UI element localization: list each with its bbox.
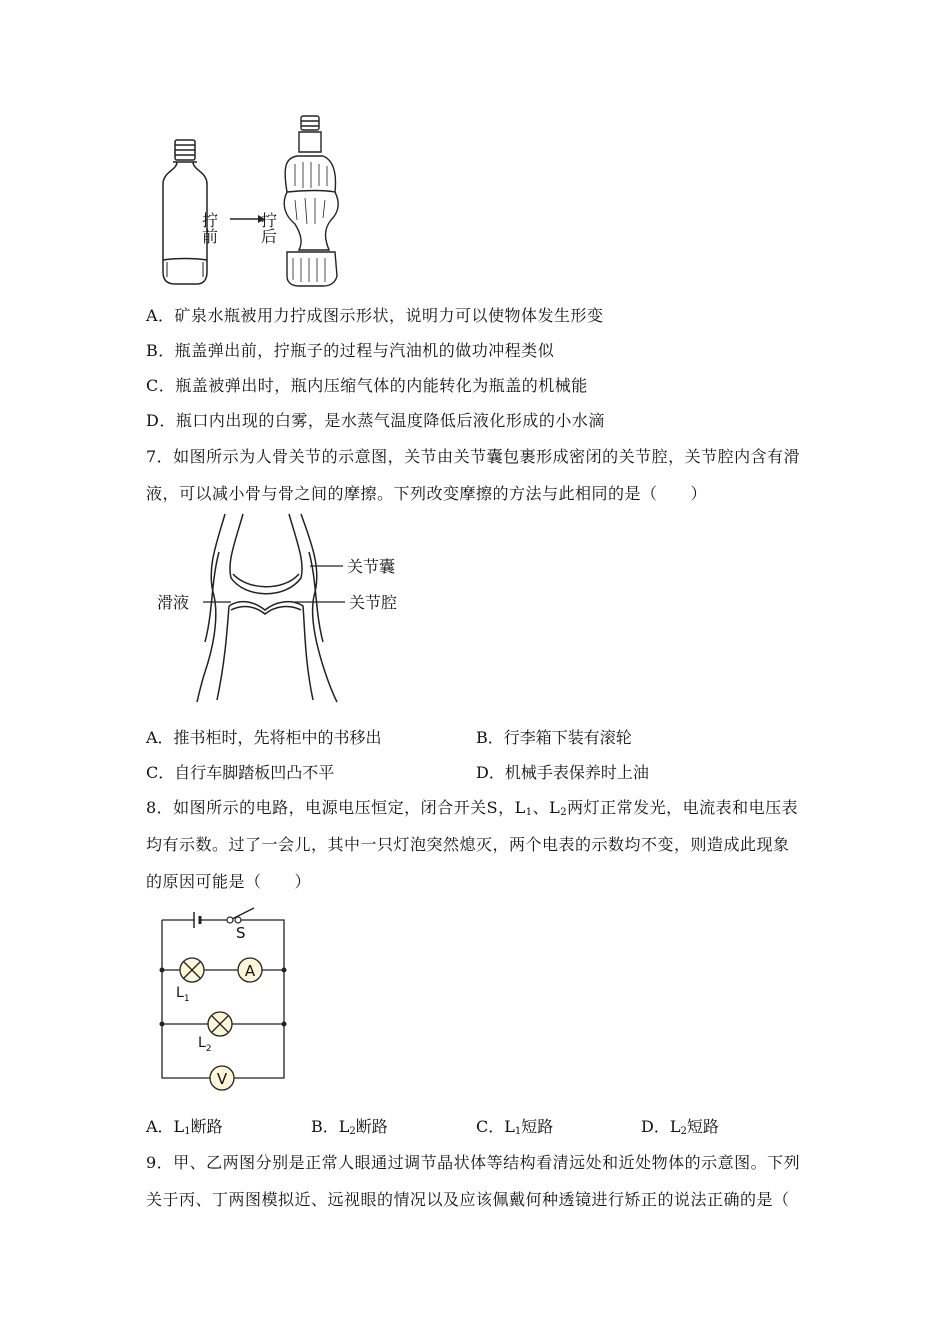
- ammeter-label: A: [244, 962, 256, 980]
- q8-option-c-prefix: C．L: [476, 1117, 515, 1136]
- junction-dot: [160, 1022, 165, 1027]
- q8-option-a-sub: 1: [184, 1126, 191, 1137]
- label-synovial-fluid: 滑液: [157, 593, 190, 612]
- voltmeter-label: V: [216, 1070, 228, 1088]
- q8-line1-sub1: 1: [525, 807, 533, 818]
- lamp2-label: $L_2$: [198, 1035, 212, 1054]
- q8-option-a-prefix: A．L: [146, 1117, 185, 1136]
- q8-stem-line1: [146, 795, 798, 818]
- q8-option-b-sub: 2: [349, 1126, 356, 1137]
- q8-line1-sub2: 2: [560, 807, 568, 818]
- label-joint-capsule: 关节囊: [347, 557, 396, 576]
- q8-option-a[interactable]: [146, 1114, 223, 1137]
- q8-line1-part-b: 、L: [532, 798, 561, 817]
- q6-option-b[interactable]: B．瓶盖弹出前，拧瓶子的过程与汽油机的做功冲程类似: [146, 341, 555, 360]
- q7-option-d[interactable]: D．机械手表保养时上油: [476, 763, 649, 782]
- q7-option-b[interactable]: B．行李箱下装有滚轮: [476, 728, 632, 747]
- lamp1-label: $L_1$: [176, 985, 190, 1004]
- q6-option-c[interactable]: C．瓶盖被弹出时，瓶内压缩气体的内能转化为瓶盖的机械能: [146, 376, 588, 395]
- q7-stem-line1: 7．如图所示为人骨关节的示意图，关节由关节囊包裹形成密闭的关节腔，关节腔内含有滑: [146, 447, 801, 466]
- switch-contact-right: [235, 917, 241, 923]
- q8-option-b-suffix: 断路: [355, 1117, 388, 1136]
- q8-option-d-suffix: 短路: [686, 1117, 719, 1136]
- junction-dot: [282, 968, 287, 973]
- ammeter-icon: [238, 958, 262, 982]
- junction-dot: [160, 968, 165, 973]
- q6-option-a[interactable]: A．矿泉水瓶被用力拧成图示形状，说明力可以使物体发生形变: [146, 306, 604, 325]
- bottle-after-image: [284, 116, 338, 286]
- q7-option-c[interactable]: C．自行车脚踏板凹凸不平: [146, 763, 335, 782]
- q8-stem-line2: 均有示数。过了一会儿，其中一只灯泡突然熄灭，两个电表的示数均不变，则造成此现象: [146, 835, 790, 854]
- q8-stem-line3: 的原因可能是（ ）: [146, 872, 312, 891]
- q7-option-a[interactable]: A．推书柜时，先将柜中的书移出: [146, 728, 382, 747]
- q6-option-d[interactable]: D．瓶口内出现的白雾，是水蒸气温度降低后液化形成的小水滴: [146, 411, 605, 430]
- q8-option-d-sub: 2: [680, 1126, 687, 1137]
- joint-diagram: [197, 514, 337, 702]
- q7-stem-line2: 液，可以减小骨与骨之间的摩擦。下列改变摩擦的方法与此相同的是（ ）: [146, 484, 708, 503]
- q8-option-c-sub: 1: [514, 1126, 522, 1137]
- bottle-label-before: 拧前: [199, 212, 219, 244]
- q9-stem-line2: 关于丙、丁两图模拟近、远视眼的情况以及应该佩戴何种透镜进行矫正的说法正确的是（: [146, 1190, 790, 1209]
- lamp-l2-icon: [208, 1012, 232, 1036]
- junction-dot: [282, 1022, 287, 1027]
- label-joint-cavity: 关节腔: [349, 593, 398, 612]
- bottle-label-after: 拧后: [258, 212, 278, 244]
- switch-label: S: [236, 924, 246, 942]
- circuit-figure: [150, 898, 295, 1093]
- joint-figure: [155, 512, 415, 704]
- lamp-l1-icon: [180, 958, 204, 982]
- q9-stem-line1: 9．甲、乙两图分别是正常人眼通过调节晶状体等结构看清远处和近处物体的示意图。下列: [146, 1153, 801, 1172]
- q8-option-d[interactable]: [641, 1114, 719, 1137]
- voltmeter-icon: [210, 1066, 234, 1090]
- q8-option-b[interactable]: [311, 1114, 388, 1137]
- q8-option-d-prefix: D．L: [641, 1117, 681, 1136]
- q8-option-c[interactable]: [476, 1114, 553, 1137]
- q8-option-b-prefix: B．L: [311, 1117, 350, 1136]
- bottle-figure: [155, 112, 355, 292]
- q8-option-a-suffix: 断路: [190, 1117, 223, 1136]
- q8-line1-part-a: 8．如图所示的电路，电源电压恒定，闭合开关S，L: [146, 798, 526, 817]
- q8-line1-part-c: 两灯正常发光，电流表和电压表: [567, 798, 799, 817]
- switch-contact-left: [227, 917, 233, 923]
- q8-option-c-suffix: 短路: [521, 1117, 554, 1136]
